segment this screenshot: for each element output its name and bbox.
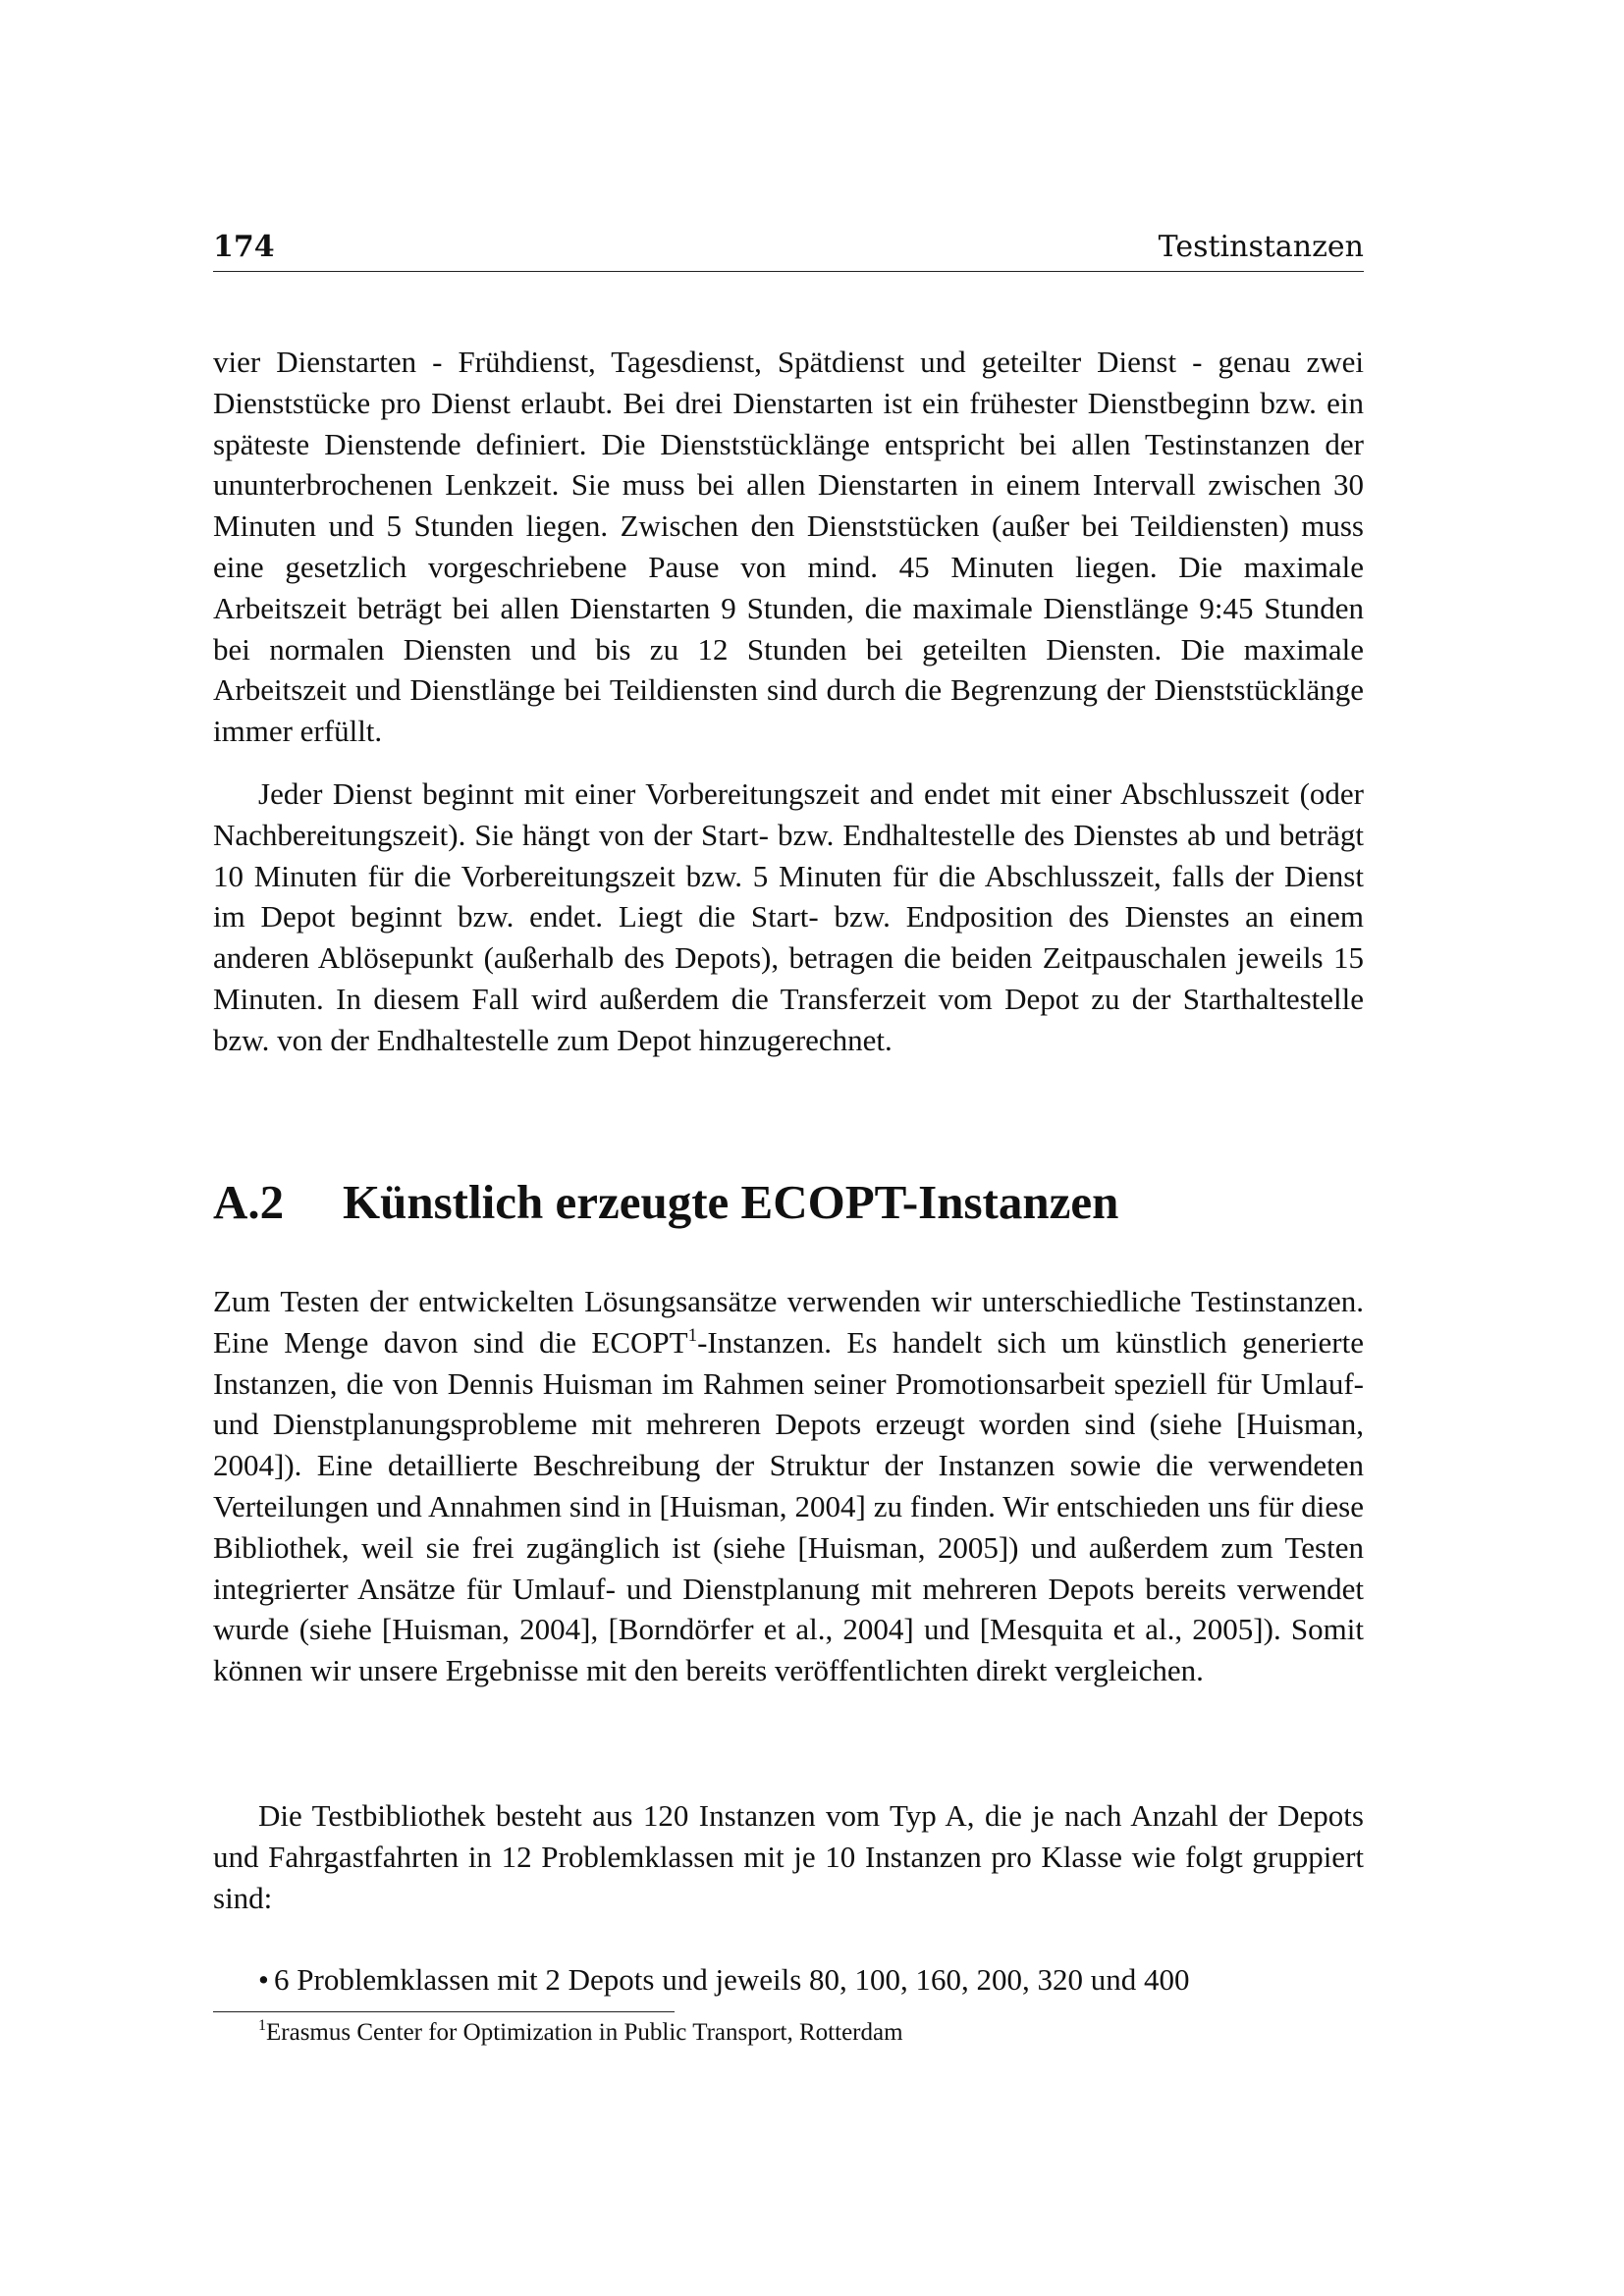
section-number: A.2 (213, 1175, 285, 1229)
footnote (258, 2017, 903, 2049)
footnote-divider (213, 2011, 675, 2012)
section-title: Künstlich erzeugte ECOPT-Instanzen (343, 1175, 1119, 1229)
running-header (213, 228, 1364, 272)
paragraph-text-before-footnote: Zum Testen der entwickelten Lösungsansätze verwenden wir unterschiedliche Testinstanzen. Eine Menge davon sind die ECOPT (213, 1284, 1364, 1360)
document-page (213, 0, 1364, 2296)
paragraph-testbibliothek: Die Testbibliothek besteht aus 120 Instanzen vom Typ A, die je nach Anzahl der Depots und Fahrgastfahrten in 12 Problemklassen mit je 10 Instanzen pro Klasse wie folgt gruppiert sind: (213, 1798, 1364, 1915)
bullet-icon: • (258, 1962, 269, 1997)
footnote-mark: 1 (258, 2017, 266, 2034)
bullet-list (213, 1959, 1364, 2001)
footnote-text: Erasmus Center for Optimization in Public Transport, Rotterdam (266, 2019, 903, 2046)
paragraph-dienstarten: vier Dienstarten - Frühdienst, Tagesdienst, Spätdienst und geteilter Dienst - genau zwei Dienststücke pro Dienst erlaubt. Bei drei Dienstarten ist ein frühester Dienstbeginn bzw. ein späteste Dienstende definiert. Die Dienststücklänge entspricht bei allen Testinstanzen der ununterbrochenen Lenkzeit. Sie muss bei allen Dienstarten in einem Intervall zwischen 30 Minuten und 5 Stunden liegen. Zwischen den Dienststücken (außer bei Teildiensten) muss eine gesetzlich vorgeschriebene Pause von mind. 45 Minuten liegen. Die maximale Arbeitszeit beträgt bei allen Dienstarten 9 Stunden, die maximale Dienstlänge 9:45 Stunden bei normalen Diensten und bis zu 12 Stunden bei geteilten Diensten. Die maximale Arbeitszeit und Dienstlänge bei Teildiensten sind durch die Begrenzung der Dienststücklänge immer erfüllt. (213, 345, 1364, 749)
paragraph-vorbereitungszeit: Jeder Dienst beginnt mit einer Vorbereitungszeit and endet mit einer Abschlusszeit (oder Nachbereitungszeit). Sie hängt von der Start- bzw. Endhaltestelle des Dienstes ab und beträgt 10 Minuten für die Vorbereitungszeit bzw. 5 Minuten für die Abschlusszeit, falls der Dienst im Depot beginnt bzw. endet. Liegt die Start- bzw. Endposition des Dienstes an einem anderen Ablösepunkt (außerhalb des Depots), betragen die beiden Zeitpauschalen jeweils 15 Minuten. In diesem Fall wird außerdem die Transferzeit vom Depot zu der Starthaltestelle bzw. von der Endhaltestelle zum Depot hinzugerechnet. (213, 776, 1364, 1057)
paragraph-text-after-footnote: -Instanzen. Es handelt sich um künstlich generierte Instanzen, die von Dennis Huisman im Rahmen seiner Promotionsarbeit speziell für Umlauf- und Dienstplanungsprobleme mit mehreren Depots erzeugt worden sind (siehe [Huisman, 2004]). Eine detaillierte Beschreibung der Struktur der Instanzen sowie die verwendeten Verteilungen und Annahmen sind in [Huisman, 2004] zu finden. Wir entschieden uns für diese Bibliothek, weil sie frei zugänglich ist (siehe [Huisman, 2005]) und außerdem zum Testen integrierter Ansätze für Umlauf- und Dienstplanung mit mehreren Depots bereits verwendet wurde (siehe [Huisman, 2004], [Borndörfer et al., 2004] und [Mesquita et al., 2005]). Somit können wir unsere Ergebnisse mit den bereits veröffentlichten direkt vergleichen. (213, 1324, 1364, 1688)
page-number: 174 (213, 230, 275, 264)
running-title: Testinstanzen (1158, 230, 1364, 264)
section-heading (213, 1174, 1118, 1230)
paragraph-ecopt-instanzen (213, 1281, 1364, 1691)
list-item (213, 1959, 1364, 2001)
footnote-reference[interactable]: 1 (687, 1324, 698, 1346)
list-item-text: 6 Problemklassen mit 2 Depots und jeweils 80, 100, 160, 200, 320 und 400 (274, 1962, 1190, 1997)
